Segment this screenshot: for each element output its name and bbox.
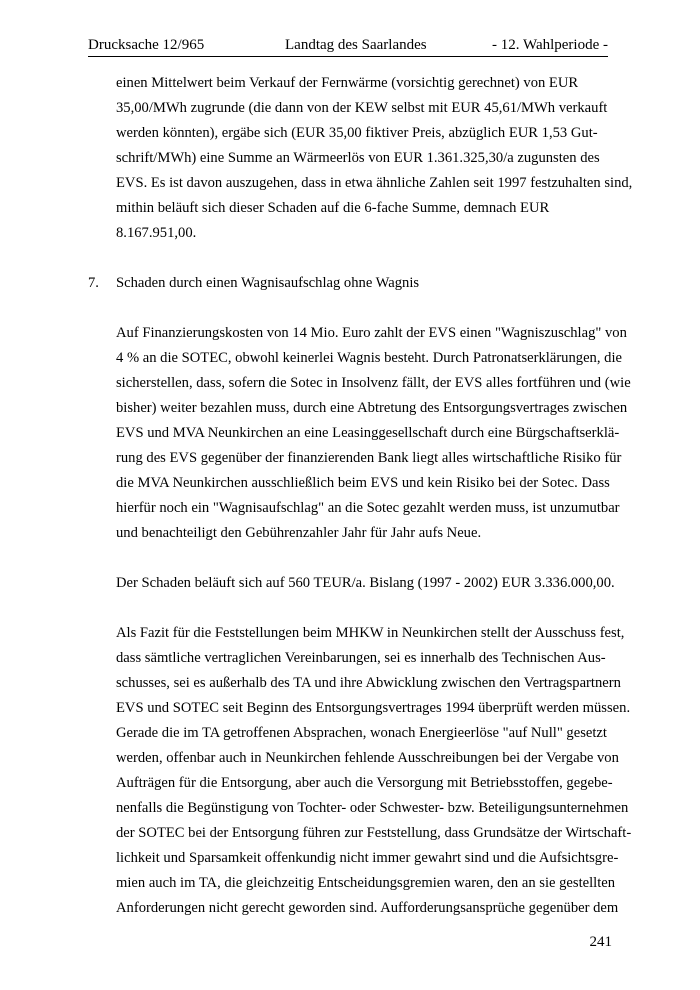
text-line: schrift/MWh) eine Summe an Wärmeerlös von EUR 1.361.325,30/a zugunsten des [116,150,600,166]
text-line: EVS und MVA Neunkirchen an eine Leasinggesellschaft durch eine Bürgschaftserklä- [116,425,620,441]
text-line: 35,00/MWh zugrunde (die dann von der KEW selbst mit EUR 45,61/MWh verkauft [116,100,608,116]
text-line: mithin beläuft sich dieser Schaden auf die 6-fache Summe, demnach EUR [116,200,550,216]
header-document-number: Drucksache 12/965 [88,37,205,53]
text-line: der SOTEC bei der Entsorgung führen zur Feststellung, dass Grundsätze der Wirtschaft- [116,825,632,841]
text-line: Als Fazit für die Feststellungen beim MHKW in Neunkirchen stellt der Ausschuss fest, [116,625,625,641]
text-line: nenfalls die Begünstigung von Tochter- oder Schwester- bzw. Beteiligungsunternehmen [116,800,629,816]
text-line: und benachteiligt den Gebührenzahler Jahr für Jahr aufs Neue. [116,525,482,541]
section-number: 7. [88,275,99,291]
text-line: EVS und SOTEC seit Beginn des Entsorgungsvertrages 1994 überprüft werden müssen. [116,700,631,716]
text-line: mien auch im TA, die gleichzeitig Entscheidungsgremien waren, den an sie gestellten [116,875,616,891]
text-line: schusses, sei es außerhalb des TA und ihre Abwicklung zwischen den Vertragspartnern [116,675,621,691]
text-line: werden könnten), ergäbe sich (EUR 35,00 fiktiver Preis, abzüglich EUR 1,53 Gut- [116,125,598,141]
page-header [88,37,608,57]
text-line: Gerade die im TA getroffenen Absprachen, wonach Energieerlöse "auf Null" gesetzt [116,725,607,741]
text-line: einen Mittelwert beim Verkauf der Fernwärme (vorsichtig gerechnet) von EUR [116,75,579,91]
text-line: EVS. Es ist davon auszugehen, dass in etwa ähnliche Zahlen seit 1997 festzuhalten sind, [116,175,633,191]
header-parliament-name: Landtag des Saarlandes [285,37,427,53]
text-line: Der Schaden beläuft sich auf 560 TEUR/a. Bislang (1997 - 2002) EUR 3.336.000,00. [116,575,615,591]
header-election-period: - 12. Wahlperiode - [492,37,608,53]
text-line: rung des EVS gegenüber der finanzierenden Bank liegt alles wirtschaftliche Risiko für [116,450,622,466]
text-line: Anforderungen nicht gerecht geworden sind. Aufforderungsansprüche gegenüber dem [116,900,619,916]
text-line: Auf Finanzierungskosten von 14 Mio. Euro zahlt der EVS einen "Wagniszuschlag" von [116,325,627,341]
text-line: Aufträgen für die Entsorgung, aber auch die Versorgung mit Betriebsstoffen, gegebe- [116,775,613,791]
text-line: sicherstellen, dass, sofern die Sotec in Insolvenz fällt, der EVS alles fortführen und (wie [116,375,631,391]
text-line: die MVA Neunkirchen ausschließlich beim EVS und kein Risiko bei der Sotec. Dass [116,475,610,491]
text-line: 4 % an die SOTEC, obwohl keinerlei Wagnis besteht. Durch Patronatserklärungen, die [116,350,622,366]
page-number: 241 [589,934,612,950]
text-line: hierfür noch ein "Wagnisaufschlag" an die Sotec gezahlt werden muss, ist unzumutbar [116,500,620,516]
text-line: lichkeit und Sparsamkeit offenkundig nicht immer gewahrt sind und die Aufsichtsgre- [116,850,619,866]
text-line: dass sämtliche vertraglichen Vereinbarungen, sei es innerhalb des Technischen Aus- [116,650,606,666]
text-line: bisher) weiter bezahlen muss, durch eine Abtretung des Entsorgungsvertrages zwischen [116,400,628,416]
text-line: 8.167.951,00. [116,225,197,241]
section-heading: Schaden durch einen Wagnisaufschlag ohne Wagnis [116,275,420,291]
text-line: werden, offenbar auch in Neunkirchen fehlende Ausschreibungen bei der Vergabe von [116,750,619,766]
